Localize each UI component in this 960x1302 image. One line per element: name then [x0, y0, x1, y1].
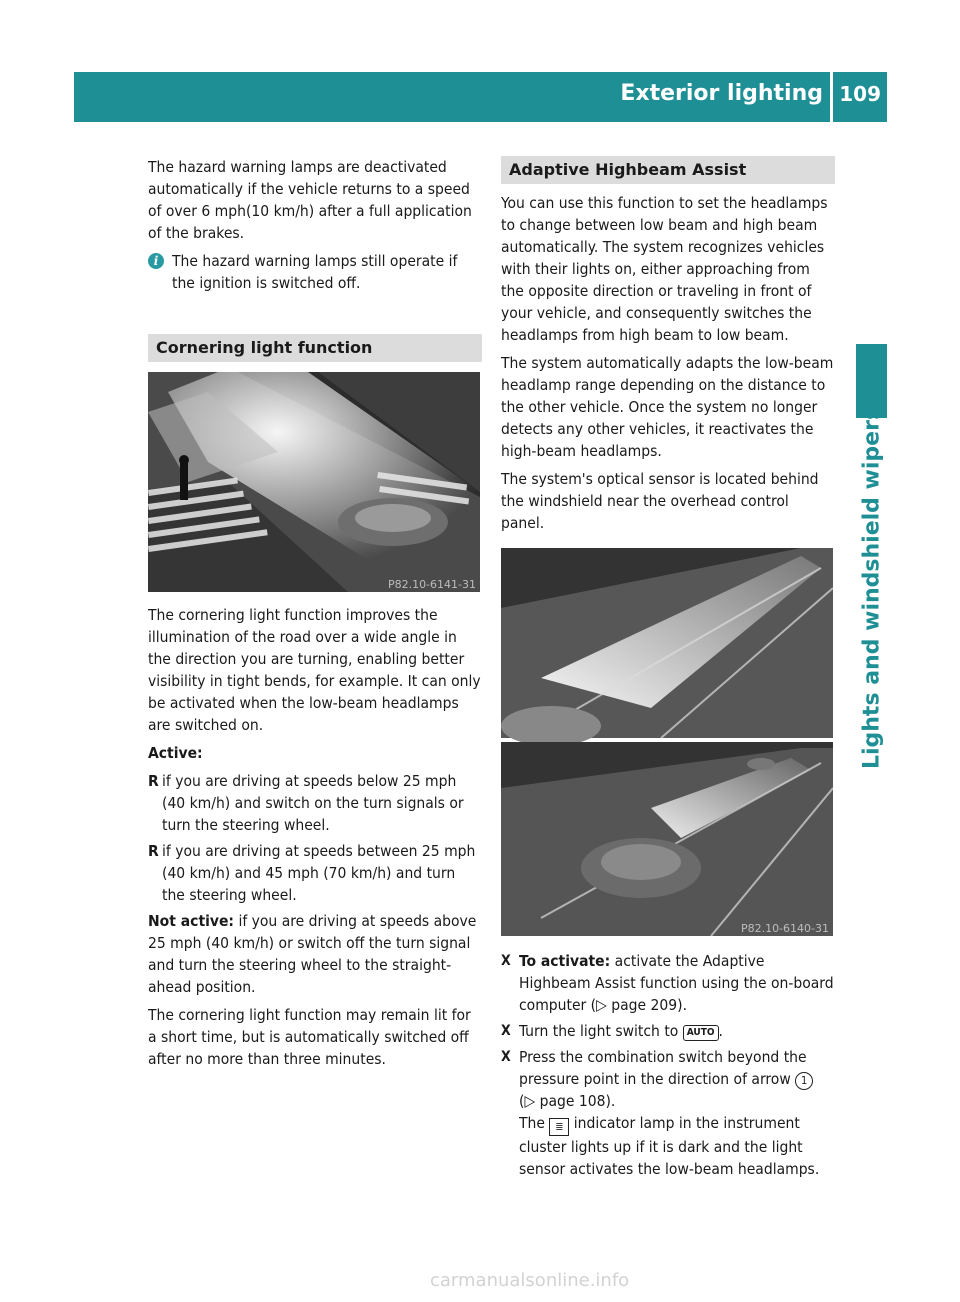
step-light-switch-body: Turn the light switch to [519, 1022, 683, 1040]
remain-lit-paragraph: The cornering light function may remain lit for a short time, but is automatically switched off after no more than three minutes. [148, 1006, 471, 1068]
page-ref-209[interactable]: page 209 [611, 996, 678, 1014]
step-light-switch-end: . [718, 1022, 723, 1040]
page-title: Exterior lighting [620, 81, 823, 106]
step-activate [501, 950, 835, 1016]
left-column [148, 156, 482, 1076]
hazard-intro: The hazard warning lamps are deactivated automatically if the vehicle returns to a speed of over 6 mph(10 km/h) after a full application of the brakes. [148, 158, 472, 242]
step-marker: X [501, 1023, 511, 1039]
header-divider [830, 72, 833, 122]
highbeam-para-1: You can use this function to set the headlamps to change between low beam and high beam automatically. The system recognizes vehicles with their lights on, either approaching from the opposite direction or traveling in front of your vehicle, and consequently switches the headlamps from high beam to low beam. [501, 194, 828, 344]
step-combination-body: Press the combination switch beyond the pressure point in the direction of arrow [519, 1048, 807, 1088]
highbeam-para-3: The system's optical sensor is located behind the windshield near the overhead control panel. [501, 470, 819, 532]
cornering-illustration [148, 372, 480, 592]
step-activate-text [519, 950, 835, 1016]
bullet-marker: R [148, 772, 159, 790]
high-beam-indicator-icon: ≣ [549, 1118, 569, 1136]
auto-icon: AUTO [683, 1025, 719, 1041]
header-bar [74, 72, 887, 122]
highbeam-figure [501, 548, 833, 936]
lamp-sentence-start: The [519, 1114, 550, 1132]
not-active-paragraph [148, 910, 482, 998]
step-marker: X [501, 1049, 511, 1065]
page-ref-arrow-icon: ▷ [524, 1092, 540, 1110]
bullet-marker: R [148, 842, 159, 860]
list-item-text: if you are driving at speeds between 25 mph (40 km/h) and 45 mph (70 km/h) and turn the steering wheel. [162, 842, 476, 904]
figure2-caption: P82.10-6140-31 [740, 922, 829, 935]
page-ref-108[interactable]: page 108 [539, 1092, 606, 1110]
highbeam-heading: Adaptive Highbeam Assist [501, 156, 835, 184]
page-ref-close: ). [605, 1092, 616, 1110]
right-column [501, 156, 835, 1184]
step-marker: X [501, 953, 511, 969]
page-ref-open: ( [519, 1092, 525, 1110]
page-number: 109 [839, 82, 881, 106]
cornering-figure [148, 372, 480, 592]
list-item-text: if you are driving at speeds below 25 mph (40 km/h) and switch on the turn signals or turn the steering wheel. [162, 772, 464, 834]
cornering-heading: Cornering light function [148, 334, 482, 362]
info-note-text: The hazard warning lamps still operate if the ignition is switched off. [172, 252, 458, 292]
not-active-text: if you are driving at speeds above 25 mph (40 km/h) or switch off the turn signal and turn the steering wheel to the straight-ahead position. [148, 912, 477, 996]
figure1-caption: P82.10-6141-31 [387, 578, 476, 591]
side-section-label [856, 406, 887, 770]
page-ref-arrow-icon: ▷ [596, 996, 612, 1014]
step-combination-switch [501, 1046, 835, 1180]
active-label: Active: [148, 744, 203, 762]
footer-watermark: carmanualsonline.info [430, 1270, 630, 1291]
info-note [148, 250, 482, 294]
step-combination-switch-text [519, 1046, 835, 1180]
step-light-switch-text [519, 1020, 723, 1042]
step-activate-body: activate the Adaptive Highbeam Assist function using the on-board computer ( [519, 952, 834, 1014]
highbeam-para-2: The system automatically adapts the low-beam headlamp range depending on the distance to the other vehicle. Once the system no longer detects any other vehicles, it reactivates the high-beam headlamps. [501, 354, 834, 460]
arrow-1-icon: 1 [795, 1072, 813, 1090]
step-activate-label: To activate: [519, 952, 611, 970]
side-section-label-text: Lights and windshield wipers [859, 406, 884, 770]
list-item [148, 840, 482, 906]
not-active-label: Not active: [148, 912, 235, 930]
highbeam-illustration [501, 548, 833, 936]
cornering-description: The cornering light function improves the illumination of the road over a wide angle in the direction you are turning, enabling better visibility in tight bends, for example. It can only be activated when the low-beam headlamps are switched on. [148, 606, 481, 734]
step-light-switch [501, 1020, 835, 1042]
lamp-sentence-body: indicator lamp in the instrument cluster lights up if it is dark and the light sensor activates the low-beam headlamps. [519, 1114, 820, 1178]
list-item [148, 770, 482, 836]
step-activate-end: ). [677, 996, 688, 1014]
info-icon: i [148, 253, 164, 269]
